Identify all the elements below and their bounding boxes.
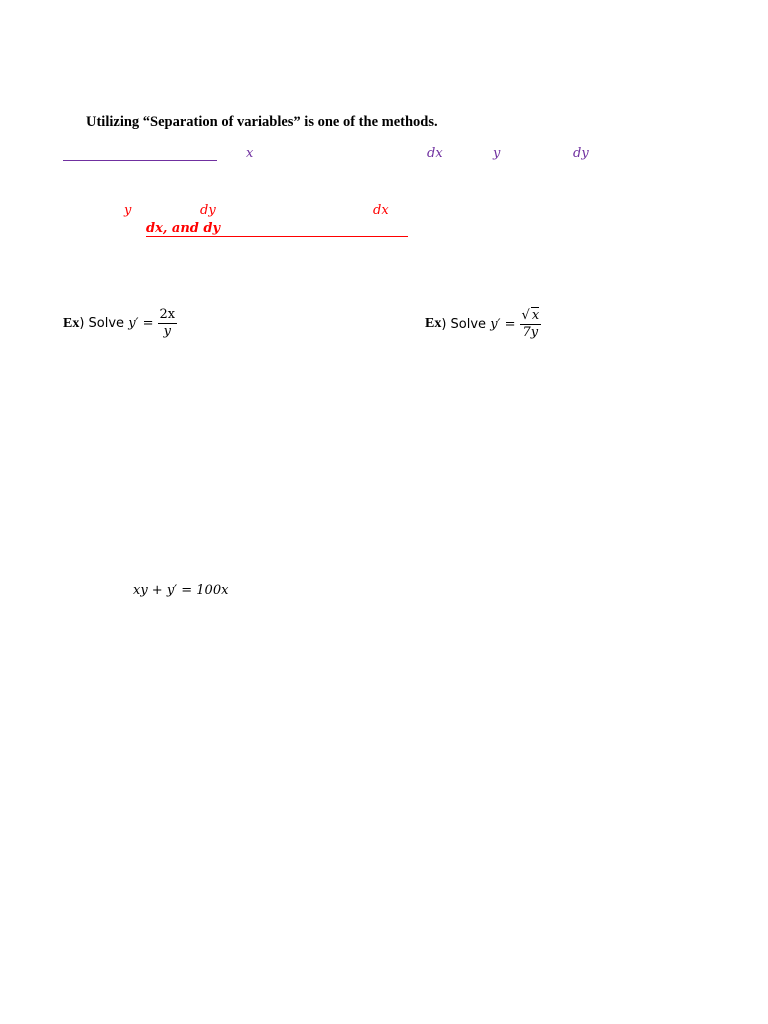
math-x: x xyxy=(246,146,254,161)
heading: Utilizing “Separation of variables” is one of the methods. xyxy=(86,114,438,130)
example-2-label: Ex xyxy=(425,316,442,331)
example-2-radicand: x xyxy=(531,308,540,323)
example-1-fraction xyxy=(158,307,178,340)
equation: xy + y′ = 100x xyxy=(133,583,229,598)
blank-line-red xyxy=(146,236,408,237)
example-1-numerator: 2x xyxy=(159,307,176,322)
example-2-numerator xyxy=(520,307,542,324)
sqrt-sign-icon: √ xyxy=(521,308,530,323)
red-math-dy: dy xyxy=(200,203,216,218)
math-dy: dy xyxy=(573,146,589,161)
example-2-text: ) Solve xyxy=(441,316,491,332)
example-1-text: ) Solve xyxy=(79,316,129,331)
math-y: y xyxy=(493,146,501,161)
example-2-fraction xyxy=(520,307,542,341)
example-1-label: Ex xyxy=(63,315,80,331)
example-1-lhs: y′ = xyxy=(128,316,154,331)
math-dx: dx xyxy=(427,146,443,161)
red-math-y: y xyxy=(124,203,132,218)
blank-line-purple xyxy=(63,160,217,161)
example-1 xyxy=(63,307,177,340)
example-1-denominator: y xyxy=(163,324,172,339)
example-2 xyxy=(425,307,541,341)
example-2-denominator: 7y xyxy=(522,325,539,340)
red-math-dx: dx xyxy=(373,203,389,218)
red-emphasis: dx, and dy xyxy=(146,221,221,236)
example-2-lhs: y′ = xyxy=(490,316,516,332)
